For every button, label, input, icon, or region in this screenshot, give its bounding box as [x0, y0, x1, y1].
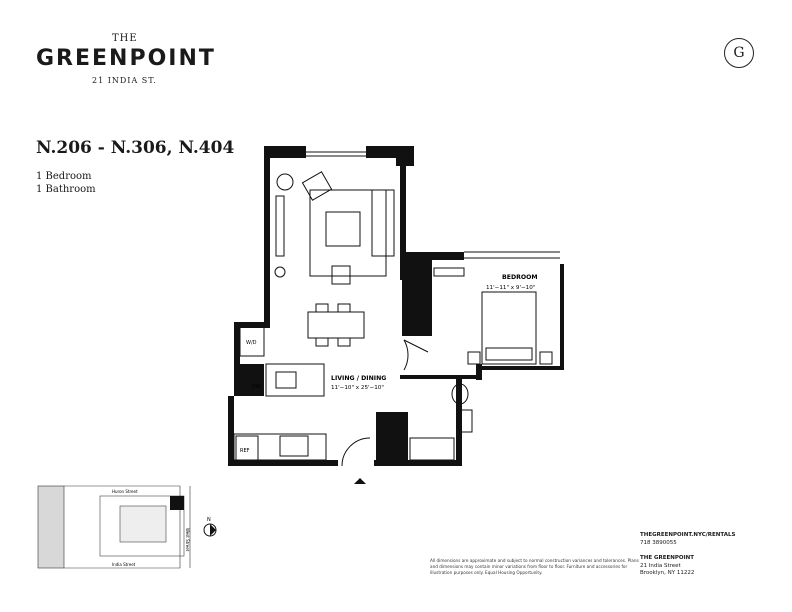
brand-the: THE [112, 33, 138, 44]
living-name: LIVING / DINING [331, 375, 387, 382]
contact-street: 21 India Street [640, 563, 681, 569]
brand-name: GREENPOINT [36, 46, 216, 71]
unit-bathrooms: 1 Bathroom [36, 184, 96, 195]
map-street-bottom: India Street [112, 562, 136, 567]
disclaimer-text: All dimensions are approximate and subject to normal construction variances and tolerances. Plans and dimensions may contain minor variations from floor to floor. Furniture and accessories for illustration purposes only. Equal Housing Opportunity. [430, 558, 639, 575]
unit-bedrooms: 1 Bedroom [36, 171, 92, 182]
contact-name: THE GREENPOINT [640, 555, 695, 561]
unit-title: N.206 - N.306, N.404 [36, 138, 235, 158]
entry-arrow-icon [354, 478, 366, 484]
bedroom-name: BEDROOM [502, 274, 538, 281]
contact-phone: 718 3890055 [640, 540, 677, 546]
contact-city: Brooklyn, NY 11222 [640, 570, 695, 576]
plan-walls [228, 146, 564, 466]
living-dims: 11'−10" x 25'−10" [331, 385, 384, 391]
key-map [38, 486, 216, 568]
north-label: N [207, 517, 211, 523]
wd-label: W/D [246, 340, 257, 346]
logo-letter: G [733, 45, 745, 61]
ref-label: REF [240, 448, 250, 454]
map-street-top: Huron Street [112, 489, 138, 494]
bedroom-dims: 11'−11" x 9'−10" [486, 285, 536, 291]
brand-address: 21 INDIA ST. [92, 76, 157, 85]
dw-label: DW [252, 384, 261, 390]
contact-url[interactable]: THEGREENPOINT.NYC/RENTALS [640, 532, 736, 538]
map-street-side: West Street [185, 528, 190, 552]
